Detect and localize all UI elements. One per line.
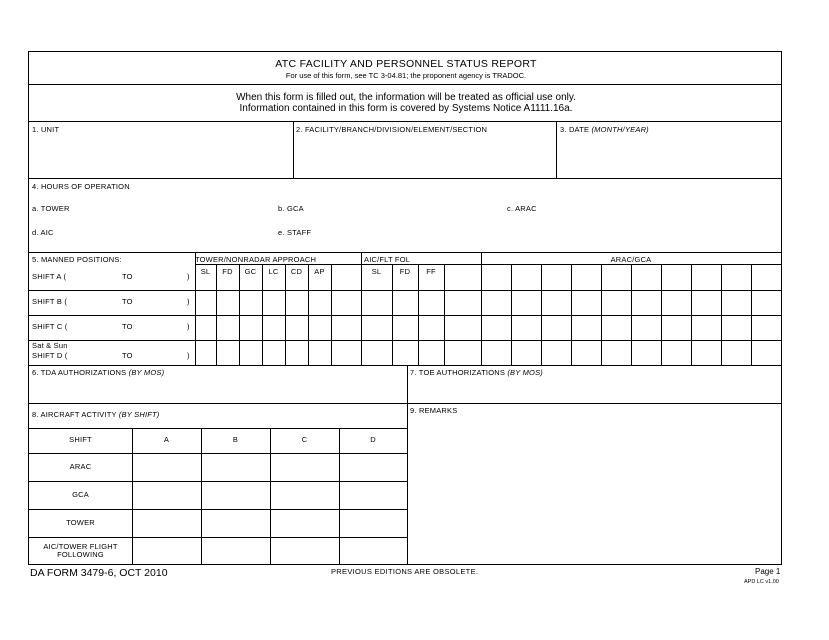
shift-c-text: SHIFT C xyxy=(32,322,63,331)
aircraft-header-d: D xyxy=(370,435,376,444)
col-header-ap: AP xyxy=(314,267,325,276)
shift-d-label xyxy=(32,351,67,360)
shift-b-label xyxy=(32,297,67,306)
col-header-aic-sl: SL xyxy=(371,267,382,276)
aic-group-label: AIC/FLT FOL xyxy=(364,255,411,264)
divider xyxy=(29,428,407,429)
divider xyxy=(29,121,781,122)
remarks-label: 9. REMARKS xyxy=(410,406,458,415)
hours-arac-label[interactable]: c. ARAC xyxy=(507,204,537,213)
status-report-form xyxy=(28,51,782,565)
aircraft-row-aic-line1: AIC/TOWER FLIGHT xyxy=(43,542,118,551)
col-header-aic-fd: FD xyxy=(399,267,411,276)
toe-label-text: 7. TOE AUTHORIZATIONS xyxy=(410,368,506,377)
divider xyxy=(481,252,482,365)
col-header-aic-ff: FF xyxy=(426,267,436,276)
shift-b-to: TO xyxy=(122,297,133,306)
paren-open: ( xyxy=(64,322,68,331)
form-id: DA FORM 3479-6, OCT 2010 xyxy=(30,567,168,579)
shift-b-paren-close: ) xyxy=(187,297,190,306)
tower-group-label: TOWER/NONRADAR APPROACH xyxy=(195,255,317,264)
col-header-cd: CD xyxy=(290,267,303,276)
aircraft-header-c: C xyxy=(301,435,308,444)
aircraft-label-text: 8. AIRCRAFT ACTIVITY xyxy=(32,410,117,419)
divider xyxy=(270,428,271,564)
version-label: APD LC v1.00 xyxy=(744,579,779,585)
date-hint: (MONTH/YEAR) xyxy=(591,125,649,134)
divider xyxy=(29,84,781,85)
tda-label-text: 6. TDA AUTHORIZATIONS xyxy=(32,368,127,377)
divider xyxy=(361,252,362,365)
divider xyxy=(29,252,781,253)
hours-label: 4. HOURS OF OPERATION xyxy=(32,182,130,191)
shift-a-to: TO xyxy=(122,272,133,281)
shift-a-paren-close: ) xyxy=(187,272,190,281)
tda-label xyxy=(32,368,164,377)
toe-label xyxy=(410,368,543,377)
form-subtitle: For use of this form, see TC 3-04.81; the proponent agency is TRADOC. xyxy=(285,71,527,80)
remarks-field[interactable] xyxy=(408,416,781,564)
aircraft-row-aic-line2: FOLLOWING xyxy=(57,550,104,559)
divider xyxy=(29,178,781,179)
tda-field[interactable] xyxy=(29,377,407,401)
manned-positions-label: 5. MANNED POSITIONS: xyxy=(32,255,122,264)
divider xyxy=(29,453,407,454)
col-header-fd: FD xyxy=(222,267,233,276)
col-header-lc: LC xyxy=(268,267,279,276)
paren-open: ( xyxy=(64,351,68,360)
divider xyxy=(195,252,196,365)
hours-tower-label[interactable]: a. TOWER xyxy=(32,204,70,213)
shift-c-to: TO xyxy=(122,322,133,331)
hours-staff-label[interactable]: e. STAFF xyxy=(278,228,312,237)
divider xyxy=(29,481,407,482)
divider xyxy=(201,428,202,564)
col-header-sl: SL xyxy=(200,267,211,276)
form-title: ATC FACILITY AND PERSONNEL STATUS REPORT xyxy=(275,58,537,70)
divider xyxy=(29,403,781,404)
obsolete-notice: PREVIOUS EDITIONS ARE OBSOLETE. xyxy=(331,567,479,576)
divider xyxy=(29,340,781,341)
shift-c-label xyxy=(32,322,67,331)
shift-d-text: SHIFT D xyxy=(32,351,63,360)
divider xyxy=(29,537,407,538)
shift-a-text: SHIFT A xyxy=(32,272,62,281)
col-header-gc: GC xyxy=(244,267,257,276)
divider xyxy=(29,315,781,316)
date-field[interactable] xyxy=(557,134,781,176)
shift-b-text: SHIFT B xyxy=(32,297,63,306)
aircraft-row-tower: TOWER xyxy=(66,518,95,527)
divider xyxy=(195,264,781,265)
facility-field[interactable] xyxy=(294,134,556,176)
privacy-notice-line1: When this form is filled out, the information will be treated as official use only. xyxy=(236,92,576,103)
divider xyxy=(132,428,133,564)
aircraft-header-b: B xyxy=(232,435,239,444)
shift-c-paren-close: ) xyxy=(187,322,190,331)
toe-hint: (BY MOS) xyxy=(507,368,543,377)
facility-label: 2. FACILITY/BRANCH/DIVISION/ELEMENT/SECTION xyxy=(296,125,488,134)
shift-d-satsun: Sat & Sun xyxy=(32,341,68,350)
divider xyxy=(29,365,781,366)
divider xyxy=(29,290,781,291)
aircraft-row-gca: GCA xyxy=(72,490,89,499)
tda-hint: (BY MOS) xyxy=(128,368,165,377)
divider xyxy=(29,509,407,510)
date-label-text: 3. DATE xyxy=(560,125,590,134)
shift-d-to: TO xyxy=(122,351,133,360)
page-number: Page 1 xyxy=(755,567,781,576)
arac-group-label: ARAC/GCA xyxy=(610,255,652,264)
hours-gca-label[interactable]: b. GCA xyxy=(278,204,304,213)
aircraft-hint: (BY SHIFT) xyxy=(118,410,160,419)
aircraft-header-shift: SHIFT xyxy=(69,435,92,444)
aircraft-row-arac: ARAC xyxy=(69,462,92,471)
shift-a-label xyxy=(32,272,66,281)
unit-field[interactable] xyxy=(29,134,293,176)
aircraft-activity-label xyxy=(32,410,160,419)
paren-open: ( xyxy=(64,297,68,306)
toe-field[interactable] xyxy=(408,377,781,401)
privacy-notice-line2: Information contained in this form is covered by Systems Notice A1111.16a. xyxy=(239,103,573,114)
unit-label: 1. UNIT xyxy=(32,125,60,134)
divider xyxy=(339,428,340,564)
hours-aic-label[interactable]: d. AIC xyxy=(32,228,54,237)
shift-d-paren-close: ) xyxy=(187,351,190,360)
date-label xyxy=(560,125,649,134)
aircraft-header-a: A xyxy=(163,435,170,444)
paren-open: ( xyxy=(63,272,67,281)
